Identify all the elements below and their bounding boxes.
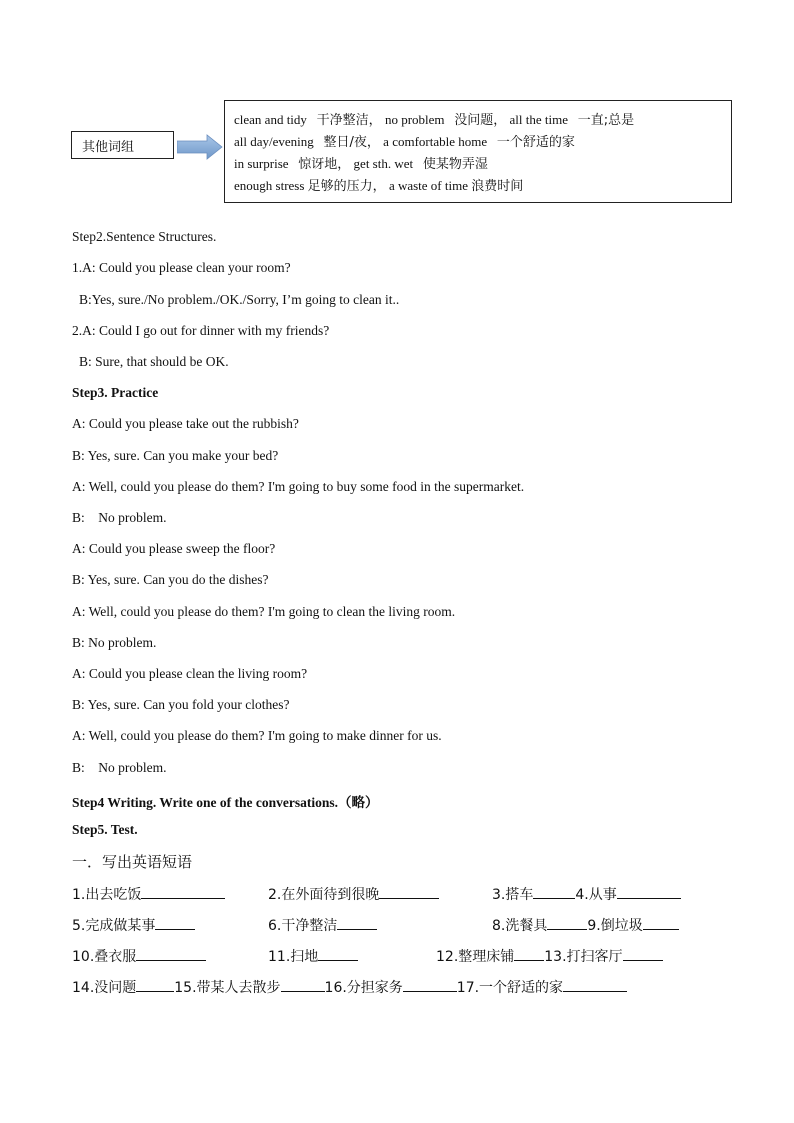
answer-blank[interactable] [337,914,377,930]
exercise-item: 5.完成做某事 [72,914,195,935]
answer-blank[interactable] [155,914,195,930]
vocab-line-2: all day/evening 整日/夜， a comfortable home 一个舒适的家 [234,134,575,150]
answer-blank[interactable] [514,945,544,961]
step3-line: A: Well, could you please do them? I'm going to clean the living room. [72,604,456,619]
step3-line: A: Could you please sweep the floor? [72,541,276,556]
answer-blank[interactable] [643,914,679,930]
answer-blank[interactable] [318,945,358,961]
exercise-item: 8.洗餐具 9.倒垃圾 [492,914,679,935]
answer-blank[interactable] [617,883,681,899]
vocab-label-box [71,131,174,159]
exercise-row-1 [72,883,752,905]
step3-line: B: Yes, sure. Can you make your bed? [72,448,279,463]
vocab-phrase-box [224,100,732,203]
step3-line: B: No problem. [72,635,157,650]
step2-title: Step2.Sentence Structures. [72,229,217,244]
answer-blank[interactable] [141,883,225,899]
exercise-row-3 [72,945,752,967]
step3-line: A: Could you please take out the rubbish? [72,416,299,431]
exercise-item: 6.干净整洁 [268,914,377,935]
exercise-item: 2.在外面待到很晚 [268,883,439,904]
answer-blank[interactable] [403,976,457,992]
step3-line: B: No problem. [72,760,167,775]
exercise-item: 3.搭车 4.从事 [492,883,681,904]
arrow-right-icon [177,134,223,160]
exercise-row-2 [72,914,752,936]
exercise-item: 1.出去吃饭 [72,883,225,904]
step3-line: B: No problem. [72,510,167,525]
step5-title: Step5. Test. [72,822,138,837]
step2-sentence-1b: B:Yes, sure./No problem./OK./Sorry, I’m going to clean it.. [79,292,400,307]
exercise-item: 11.扫地 [268,945,358,966]
exercise-row-4 [72,976,752,998]
step2-sentence-2a: 2.A: Could I go out for dinner with my friends? [72,323,330,338]
step3-title: Step3. Practice [72,385,159,400]
step3-line: A: Well, could you please do them? I'm going to buy some food in the supermarket. [72,479,525,494]
step2-sentence-2b: B: Sure, that should be OK. [79,354,229,369]
step3-line: B: Yes, sure. Can you fold your clothes? [72,697,290,712]
test-part1-title: 一．写出英语短语 [72,853,193,871]
step3-line: A: Could you please clean the living room? [72,666,308,681]
answer-blank[interactable] [533,883,575,899]
step2-sentence-1a: 1.A: Could you please clean your room? [72,260,291,275]
answer-blank[interactable] [379,883,439,899]
exercise-item: 12.整理床铺 13.打扫客厅 [436,945,663,966]
vocab-line-1: clean and tidy 干净整洁， no problem 没问题， all the time 一直;总是 [234,112,635,128]
answer-blank[interactable] [547,914,587,930]
step4-title: Step4 Writing. Write one of the conversations.（略） [72,795,379,810]
exercise-item: 14.没问题 15.带某人去散步 16.分担家务 17.一个舒适的家 [72,976,627,997]
answer-blank[interactable] [281,976,325,992]
step3-line: B: Yes, sure. Can you do the dishes? [72,572,269,587]
vocab-line-4: enough stress 足够的压力， a waste of time 浪费时间 [234,178,524,194]
answer-blank[interactable] [563,976,627,992]
exercise-item: 10.叠衣服 [72,945,206,966]
vocab-label: 其他词组 [82,139,135,155]
answer-blank[interactable] [136,976,174,992]
answer-blank[interactable] [136,945,206,961]
vocab-line-3: in surprise 惊讶地， get sth. wet 使某物弄湿 [234,156,488,172]
answer-blank[interactable] [623,945,663,961]
step3-line: A: Well, could you please do them? I'm going to make dinner for us. [72,728,442,743]
